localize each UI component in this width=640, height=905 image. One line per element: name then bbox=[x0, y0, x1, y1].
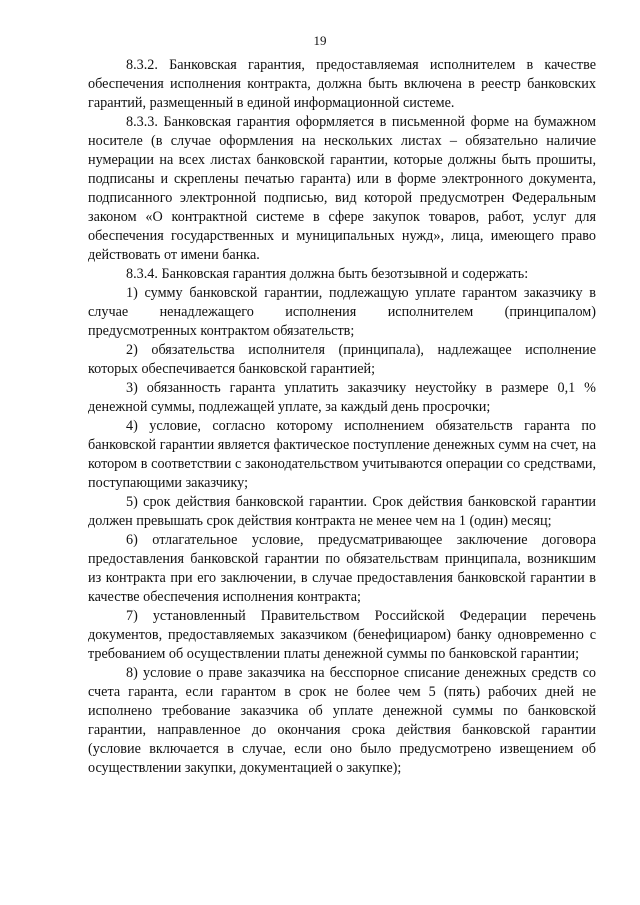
page-number: 19 bbox=[313, 33, 327, 48]
list-item-4: 4) условие, согласно которому исполнением обязательств гаранта по банковской гарантии является фактическое поступление денежных сумм на счет, на котором в соответствии с законодательством учитываются операции со средствами, поступающими заказчику; bbox=[88, 418, 596, 491]
list-item-1: 1) сумму банковской гарантии, подлежащую уплате гарантом заказчику в случае ненадлежащего исполнения исполнителем (принципалом) предусмотренных контрактом обязательств; bbox=[88, 285, 596, 339]
list-item-5: 5) срок действия банковской гарантии. Срок действия банковской гарантии должен превышать срок действия контракта не менее чем на 1 (один) месяц; bbox=[88, 494, 596, 529]
list-item-7: 7) установленный Правительством Российской Федерации перечень документов, предоставляемых заказчиком (бенефициаром) банку одновременно с требованием об осуществлении платы денежной суммы по банковской гарантии; bbox=[88, 608, 596, 662]
paragraph-8-3-2: 8.3.2. Банковская гарантия, предоставляемая исполнителем в качестве обеспечения исполнения контракта, должна быть включена в реестр банковских гарантий, размещенный в единой информационной системе. bbox=[88, 57, 596, 111]
paragraph-8-3-4: 8.3.4. Банковская гарантия должна быть безотзывной и содержать: bbox=[126, 266, 529, 282]
list-item-2: 2) обязательства исполнителя (принципала), надлежащее исполнение которых обеспечивается банковской гарантией; bbox=[88, 342, 596, 377]
list-item-6: 6) отлагательное условие, предусматривающее заключение договора предоставления банковской гарантии по обязательствам принципала, возникшим из контракта при его заключении, в случае предоставления банковской гарантии в качестве обеспечения исполнения контракта; bbox=[88, 532, 596, 605]
list-item-8: 8) условие о праве заказчика на бесспорное списание денежных средств со счета гаранта, если гарантом в срок не более чем 5 (пять) рабочих дней не исполнено требование заказчика об уплате денежной суммы по банковской гарантии, направленное до окончания срока действия банковской гарантии (условие включается в случае, если оно было предусмотрено извещением об осуществлении закупки, документацией о закупке); bbox=[88, 665, 596, 776]
document-body bbox=[88, 56, 596, 778]
paragraph-8-3-3: 8.3.3. Банковская гарантия оформляется в письменной форме на бумажном носителе (в случае оформления на нескольких листах – обязательно наличие нумерации на всех листах банковской гарантии, которые должны быть прошиты, подписаны и скреплены печатью гаранта) или в форме электронного документа, подписанного электронной подписью, вид которой предусмотрен Федеральным законом «О контрактной системе в сфере закупок товаров, работ, услуг для обеспечения государственных и муниципальных нужд», лица, имеющего право действовать от имени банка. bbox=[88, 114, 596, 263]
list-item-3: 3) обязанность гаранта уплатить заказчику неустойку в размере 0,1 % денежной суммы, подлежащей уплате, за каждый день просрочки; bbox=[88, 380, 596, 415]
